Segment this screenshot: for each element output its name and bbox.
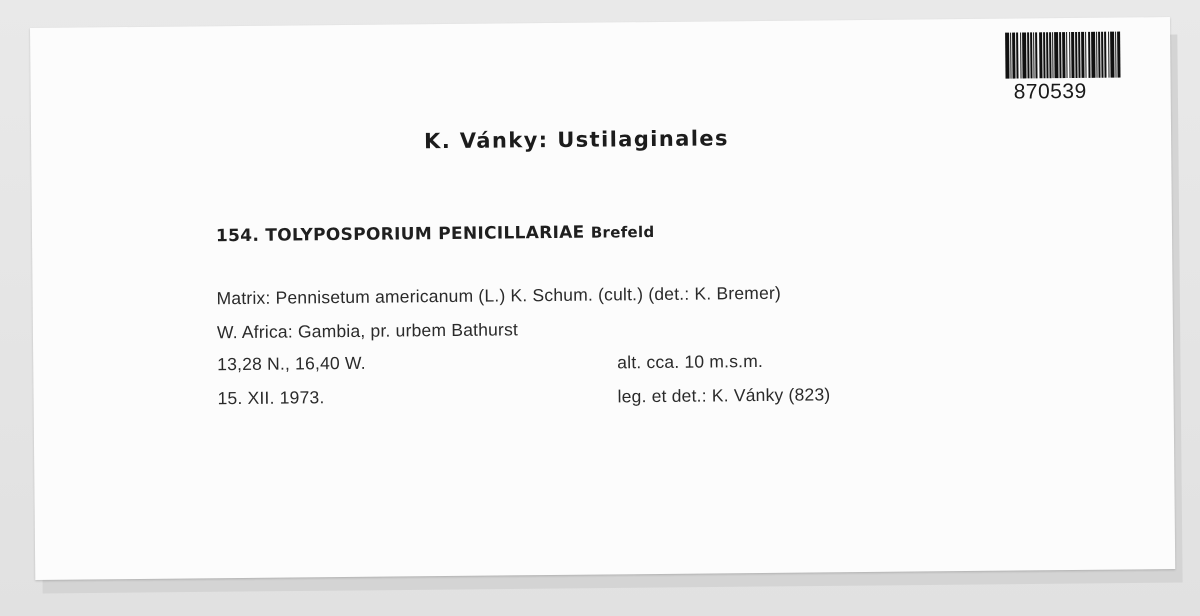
specimen-heading xyxy=(216,222,655,246)
barcode-bar xyxy=(1062,32,1065,78)
barcode-bar xyxy=(1046,32,1049,78)
barcode-bar xyxy=(1027,32,1030,78)
barcode-number: 870539 xyxy=(1013,79,1087,104)
barcode-bar xyxy=(1104,32,1107,78)
barcode-bar xyxy=(1054,32,1058,78)
barcode-bar xyxy=(1005,33,1009,79)
barcode-bar xyxy=(1078,32,1081,78)
barcode-bar xyxy=(1012,33,1015,79)
barcode-bar xyxy=(1110,32,1114,78)
collector-line: leg. et det.: K. Vánky (823) xyxy=(617,384,831,407)
barcode-bar xyxy=(1059,32,1062,78)
barcode-bar xyxy=(1039,32,1043,78)
barcode-bar xyxy=(1035,32,1038,78)
barcode-bar xyxy=(1071,32,1075,78)
collection-title: K. Vánky: Ustilaginales xyxy=(423,126,730,154)
barcode-bar xyxy=(1101,32,1104,78)
locality-line: W. Africa: Gambia, pr. urbem Bathurst xyxy=(216,319,519,343)
barcode-bar xyxy=(1088,32,1091,78)
barcode-bar xyxy=(1085,32,1087,78)
barcode-bar xyxy=(1082,32,1085,78)
barcode-bar xyxy=(1016,33,1019,79)
barcode-bar xyxy=(1022,32,1026,78)
coordinates-line: 13,28 N., 16,40 W. xyxy=(217,352,366,375)
barcode-bar xyxy=(1075,32,1077,78)
species-author: Brefeld xyxy=(590,223,655,242)
barcode-bar xyxy=(1117,32,1120,78)
barcode-bar xyxy=(1115,32,1117,78)
barcode-bar xyxy=(1066,32,1068,78)
herbarium-label-card xyxy=(30,17,1175,580)
altitude-line: alt. cca. 10 m.s.m. xyxy=(617,350,764,373)
barcode-bar xyxy=(1091,32,1095,78)
barcode-bar xyxy=(1096,32,1098,78)
matrix-line: Matrix: Pennisetum americanum (L.) K. Schum. (cult.) (det.: K. Bremer) xyxy=(216,282,782,309)
date-line: 15. XII. 1973. xyxy=(217,387,325,409)
barcode xyxy=(1005,32,1123,79)
species-name: 154. TOLYPOSPORIUM PENICILLARIAE xyxy=(215,222,585,247)
